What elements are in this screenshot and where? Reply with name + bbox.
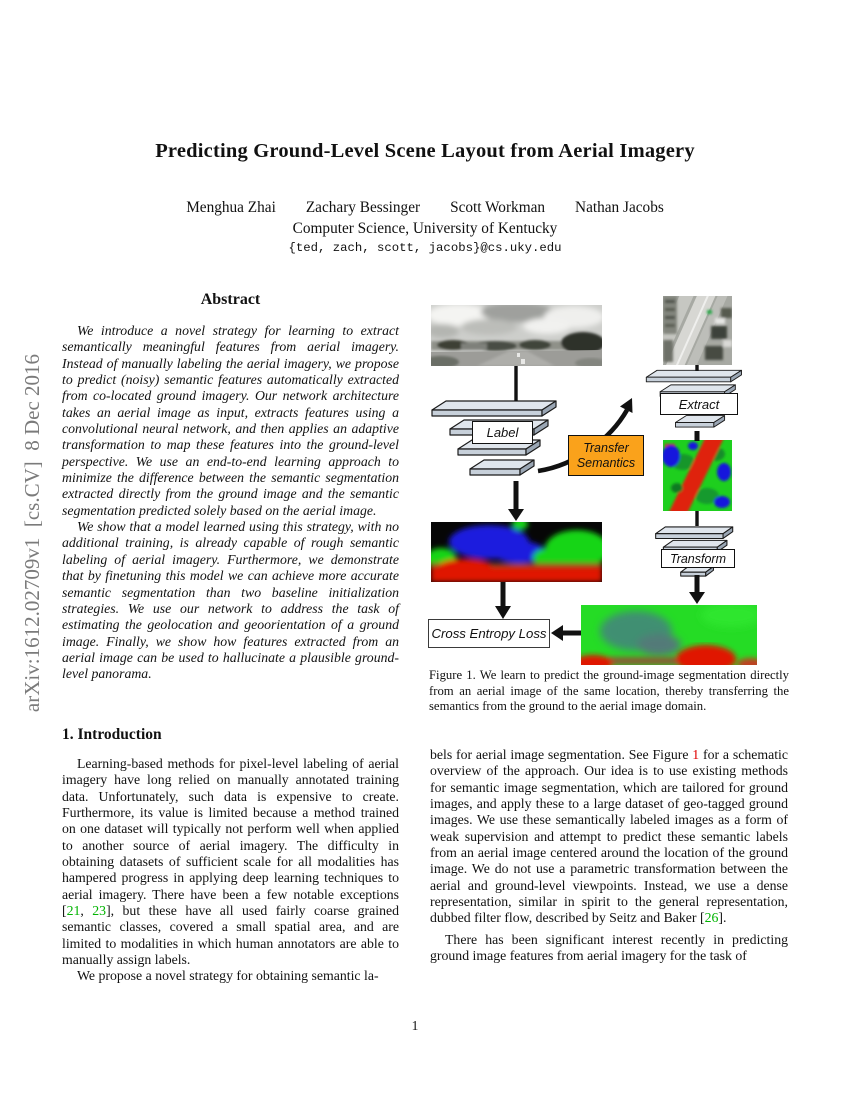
intro-paragraph-1 bbox=[62, 756, 399, 968]
citation-link[interactable]: 21 bbox=[66, 903, 81, 919]
transform-node-text: Transform bbox=[669, 551, 727, 566]
column2-paragraph-2: There has been significant interest recently in predicting ground image features from aerial imagery for the task of bbox=[430, 931, 788, 964]
body-text: , bbox=[80, 903, 93, 919]
intro-paragraph-2: We propose a novel strategy for obtaining semantic la- bbox=[77, 968, 379, 984]
author-name: Scott Workman bbox=[450, 199, 546, 216]
figure-caption: Figure 1. We learn to predict the ground-image segmentation directly from an aerial image of the same location, thereby transferring the semantics from the ground to the aerial image domain. bbox=[429, 668, 789, 714]
body-text: Learning-based methods for pixel-level labeling of aerial imagery have long relied on manually annotated training data. Unfortunately, such data is expensive to create. Furthermore, its value is limited because a method trained on one dataset will typically not perform well when applied to another source of aerial imagery. The difficulty in obtaining datasets of sufficient scale for all modalities has hampered progress in applying deep learning techniques to aerial imagery. There have been a few notable exceptions [ bbox=[62, 756, 399, 919]
right-column-text bbox=[430, 747, 788, 964]
body-text: ]. bbox=[718, 910, 727, 926]
abstract-paragraph: We show that a model learned using this strategy, with no additional training, is already capable of rough semantic labeling of aerial imagery. Furthermore, we demonstrate that by finetuning this model we can achieve more accurate semantic segmentation than two baseline initialization strategies. We use our network to address the task of estimating the geolocation and geoorientation of a ground image. Finally, we show how features extracted from an aerial image can be used to hallucinate a plausible ground-level panorama. bbox=[62, 519, 399, 682]
page-number: 1 bbox=[411, 1018, 419, 1033]
label-node-text: Label bbox=[486, 425, 519, 440]
author-row bbox=[0, 199, 850, 217]
abstract-section bbox=[62, 291, 399, 683]
author-name: Zachary Bessinger bbox=[305, 199, 421, 216]
figure-reference-link[interactable]: 1 bbox=[692, 747, 700, 762]
transfer-semantics-node bbox=[568, 435, 644, 476]
citation-link[interactable]: 26 bbox=[704, 910, 719, 926]
figure-1 bbox=[425, 285, 795, 730]
citation-link[interactable]: 23 bbox=[92, 903, 107, 919]
column2-paragraph-1 bbox=[430, 747, 788, 927]
email-line: {ted, zach, scott, jacobs}@cs.uky.edu bbox=[288, 241, 562, 255]
transfer-node-text: Semantics bbox=[576, 455, 636, 470]
cross-entropy-loss-node bbox=[428, 619, 550, 648]
author-name: Nathan Jacobs bbox=[575, 199, 664, 216]
label-node bbox=[472, 421, 533, 444]
transfer-node-text: Transfer bbox=[583, 440, 629, 455]
body-text: bels for aerial image segmentation. See Figure bbox=[430, 747, 693, 762]
extract-node-text: Extract bbox=[678, 396, 720, 412]
page-title: Predicting Ground-Level Scene Layout from Aerial Imagery bbox=[155, 140, 695, 162]
transform-node bbox=[661, 549, 735, 568]
abstract-heading: Abstract bbox=[200, 291, 261, 308]
introduction-section bbox=[62, 726, 399, 985]
affiliation: Computer Science, University of Kentucky bbox=[292, 220, 558, 237]
body-text: for a schematic overview of the approach. Our idea is to use existing methods for semantic image segmentation, which are tailored for ground images, and apply these to a large dataset of geo-tagged ground images. We use these semantically labeled images as a form of weak supervision and attempt to predict these semantic labels from an aerial image centered around the location of the ground image. We do not use a parametric transformation between the aerial and ground-level viewpoints. Instead, we use a dense representation, similar in spirit to the general representation, dubbed filter flow, described by Seitz and Baker [ bbox=[430, 747, 788, 926]
extract-node bbox=[660, 393, 738, 415]
abstract-paragraph: We introduce a novel strategy for learning to extract semantically meaningful features from aerial imagery. Instead of manually labeling the aerial imagery, we propose to predict (noisy) semantic features automatically extracted from co-located ground imagery. Our network architecture takes an aerial image as input, extracts features using a convolutional neural network, and then applies an adaptive transformation to map these features into the ground-level perspective. We use an end-to-end learning approach to minimize the difference between the semantic segmentation extracted directly from the ground image and the semantic segmentation predicted solely based on the aerial image. bbox=[62, 323, 399, 518]
figure-arrows bbox=[425, 285, 795, 730]
section-heading: 1. Introduction bbox=[62, 726, 162, 743]
arxiv-banner: arXiv:1612.02709v1 [cs.CV] 8 Dec 2016 bbox=[20, 353, 44, 713]
body-text: ], but these have all used fairly coarse grained semantic classes, covered a small spatial area, and are limited to modalities in which human annotators are able to manually assign labels. bbox=[62, 903, 399, 968]
loss-node-text: Cross Entropy Loss bbox=[431, 626, 547, 641]
author-name: Menghua Zhai bbox=[186, 199, 276, 216]
